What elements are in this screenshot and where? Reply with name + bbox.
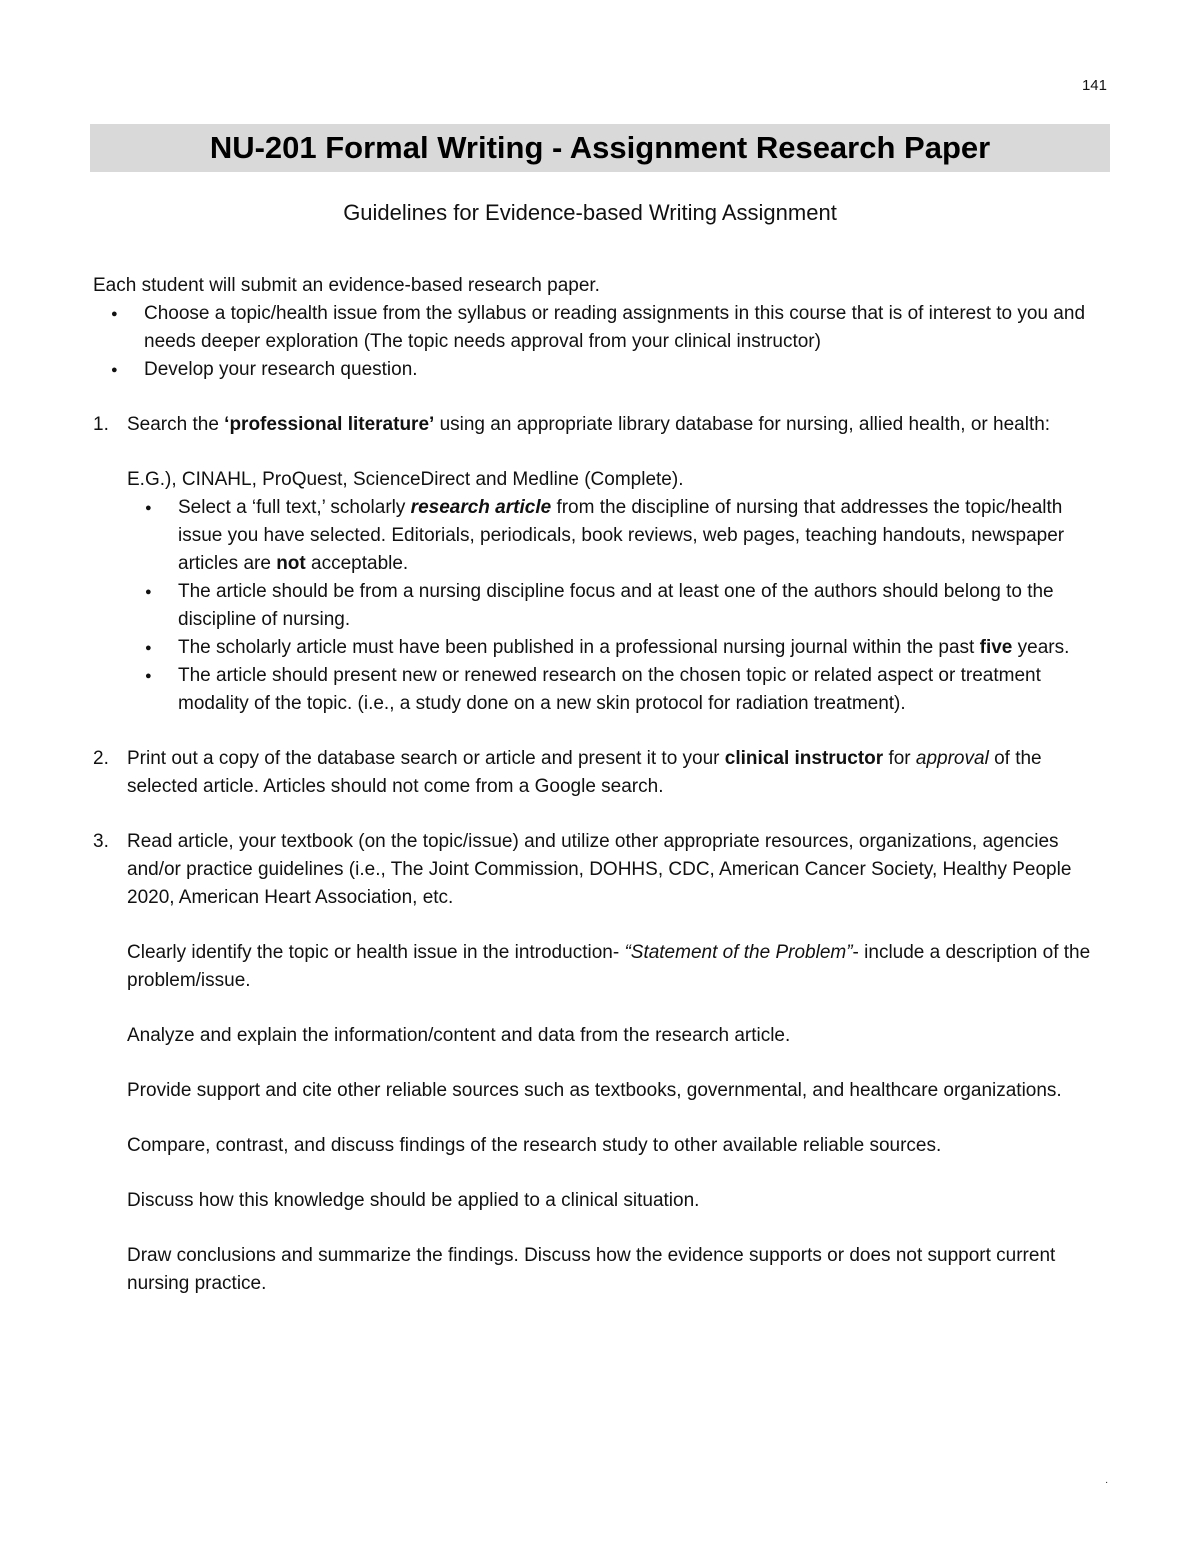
paragraph-apply: Discuss how this knowledge should be applied to a clinical situation. — [127, 1190, 700, 1211]
item-number: 1. — [93, 414, 109, 435]
emphasis-bold: ‘professional literature’ — [224, 414, 435, 435]
paragraph-support: Provide support and cite other reliable sources such as textbooks, governmental, and healthcare organizations. — [127, 1080, 1062, 1101]
intro-bullet: ● Develop your research question. — [93, 356, 1103, 384]
item-number: 2. — [93, 748, 109, 769]
intro-paragraph: Each student will submit an evidence-based research paper. — [93, 275, 600, 296]
emphasis-bold: not — [276, 553, 306, 574]
criteria-bullet: ● The article should be from a nursing discipline focus and at least one of the authors should belong to the discipline of nursing. — [93, 578, 1103, 634]
emphasis-bold: five — [979, 637, 1013, 658]
emphasis-italic: approval — [915, 748, 989, 769]
intro-bullet: ● Choose a topic/health issue from the syllabus or reading assignments in this course that is of interest to you and needs deeper exploration (The topic needs approval from your clinical instructor) — [93, 300, 1103, 356]
list-item-2: 2. Print out a copy of the database search or article and present it to your clinical instructor for approval of the selected article. Articles should not come from a Google search. — [93, 745, 1103, 801]
page-number: 141 — [1081, 77, 1107, 94]
database-examples: E.G.), CINAHL, ProQuest, ScienceDirect and Medline (Complete). — [127, 469, 684, 490]
paragraph-compare: Compare, contrast, and discuss findings of the research study to other available reliable sources. — [127, 1135, 942, 1156]
paragraph-conclude: Draw conclusions and summarize the findings. Discuss how the evidence supports or does not support current nursing practice. — [127, 1245, 1056, 1294]
emphasis-bold: clinical instructor — [724, 748, 884, 769]
criteria-bullet: ● The scholarly article must have been published in a professional nursing journal within the past five years. — [93, 634, 1103, 662]
document-body — [93, 272, 1103, 1298]
list-item-3: 3. Read article, your textbook (on the topic/issue) and utilize other appropriate resources, organizations, agencies and/or practice guidelines (i.e., The Joint Commission, DOHHS, CDC, American Cancer Society, Healthy People 2020, American Heart Association, etc. — [93, 828, 1103, 912]
item-number: 3. — [93, 831, 109, 852]
emphasis-italic: “Statement of the Problem” — [624, 942, 853, 963]
document-subtitle: Guidelines for Evidence-based Writing Assignment — [343, 200, 837, 225]
paragraph-identify: Clearly identify the topic or health issue in the introduction- “Statement of the Problem”- include a description of the problem/issue. — [127, 942, 1091, 991]
emphasis-bold-italic: research article — [410, 497, 552, 518]
article-criteria-list — [93, 494, 1103, 718]
criteria-bullet: ● The article should present new or renewed research on the chosen topic or related aspect or treatment modality of the topic. (i.e., a study done on a new skin protocol for radiation treatment). — [93, 662, 1103, 718]
paragraph-analyze: Analyze and explain the information/content and data from the research article. — [127, 1025, 791, 1046]
list-item-1: 1. Search the ‘professional literature’ using an appropriate library database for nursing, allied health, or health: — [93, 411, 1103, 439]
document-title: NU-201 Formal Writing - Assignment Research Paper — [90, 124, 1110, 172]
criteria-bullet: ● Select a ‘full text,’ scholarly research article from the discipline of nursing that addresses the topic/health issue you have selected. Editorials, periodicals, book reviews, web pages, teaching handouts, newspaper articles are not acceptable. — [93, 494, 1103, 578]
corner-mark: . — [1105, 1475, 1108, 1486]
intro-bullet-list — [93, 300, 1103, 384]
